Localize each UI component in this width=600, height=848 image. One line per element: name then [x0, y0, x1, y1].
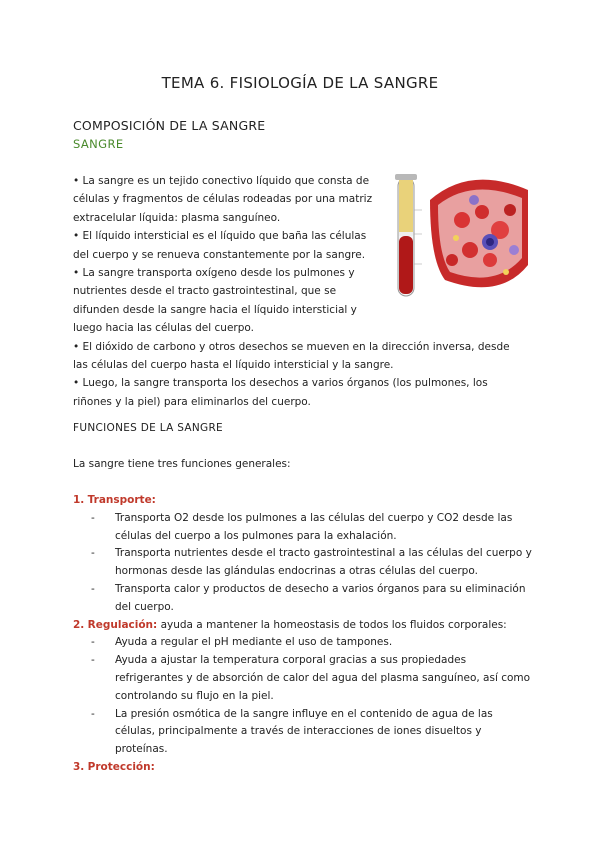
regulation-bullets	[73, 634, 533, 759]
page-title: TEMA 6. FISIOLOGÍA DE LA SANGRE	[161, 74, 439, 92]
list-item: - Ayuda a ajustar la temperatura corporal gracias a sus propiedades refrigerantes y de absorción de calor del agua del plasma sanguíneo, así como controlando su flujo en la piel.	[89, 652, 533, 705]
intro-paragraph: • El líquido intersticial es el líquido que baña las células del cuerpo y se renueva constantemente por la sangre.	[73, 230, 367, 261]
test-tube-image	[395, 174, 422, 296]
intro-paragraph: • La sangre es un tejido conectivo líquido que consta de células y fragmentos de células rodeadas por una matriz extracelular líquida: plasma sanguíneo.	[73, 175, 373, 224]
transport-bullets	[73, 510, 533, 617]
blood-illustration	[390, 160, 530, 310]
list-item: - Transporta calor y productos de desecho a varios órganos para su eliminación del cuerpo.	[89, 581, 533, 617]
function-title: Transporte:	[87, 494, 156, 506]
function-title: Protección:	[87, 760, 155, 773]
blood-vessel-image	[430, 180, 528, 288]
function-number: 1.	[73, 494, 85, 506]
function-item-protection	[73, 759, 533, 777]
functions-list	[73, 492, 533, 777]
intro-paragraph: • Luego, la sangre transporta los desechos a varios órganos (los pulmones, los riñones y la piel) para eliminarlos del cuerpo.	[73, 377, 488, 408]
functions-lead: La sangre tiene tres funciones generales:	[73, 458, 291, 470]
function-item-regulation	[73, 617, 533, 635]
intro-paragraph: • El dióxido de carbono y otros desechos se mueven en la dirección inversa, desde las células del cuerpo hasta el líquido intersticial y la sangre.	[73, 340, 510, 372]
list-item: - La presión osmótica de la sangre influye en el contenido de agua de las células, principalmente a través de interacciones de iones disueltos y proteínas.	[89, 706, 533, 759]
section-heading: COMPOSICIÓN DE LA SANGRE	[73, 118, 266, 133]
function-number: 3.	[73, 760, 85, 773]
list-item: - Transporta O2 desde los pulmones a las células del cuerpo y CO2 desde las células del cuerpo a los pulmones para la exhalación.	[89, 510, 533, 546]
section-subheading: SANGRE	[73, 137, 124, 151]
functions-heading: FUNCIONES DE LA SANGRE	[73, 422, 223, 434]
intro-text	[73, 172, 510, 411]
intro-paragraph: • La sangre transporta oxígeno desde los pulmones y nutrientes desde el tracto gastrointestinal, que se difunden desde la sangre hacia el líquido intersticial y luego hacia las células del cuerpo.	[73, 267, 357, 335]
list-item: - Ayuda a regular el pH mediante el uso de tampones.	[89, 634, 533, 652]
function-description: ayuda a mantener la homeostasis de todos los fluidos corporales:	[157, 618, 507, 631]
list-item: - Transporta nutrientes desde el tracto gastrointestinal a las células del cuerpo y hormonas desde las glándulas endocrinas a otras células del cuerpo.	[89, 545, 533, 581]
function-title: Regulación:	[87, 618, 158, 631]
function-number: 2.	[73, 618, 85, 631]
function-item-transport	[73, 492, 533, 510]
